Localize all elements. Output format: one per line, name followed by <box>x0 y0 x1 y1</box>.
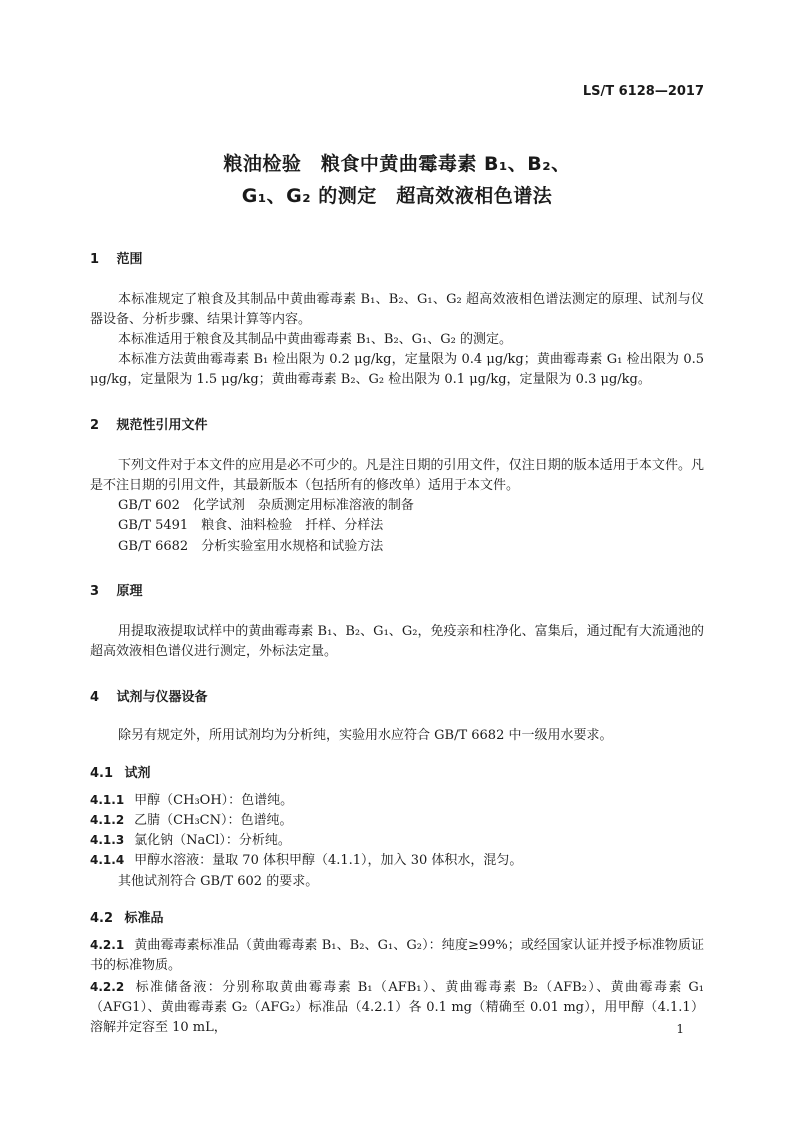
section-title: 范围 <box>116 252 143 267</box>
clause-text: 氯化钠（NaCl）：分析纯。 <box>134 833 291 848</box>
clause-number: 4.2.1 <box>90 938 125 952</box>
clause-text: 乙腈（CH₃CN）：色谱纯。 <box>134 813 293 828</box>
clause-number: 4.1.2 <box>90 813 125 827</box>
clause-number: 4.1.4 <box>90 853 125 867</box>
subsection-4-1-heading <box>90 762 151 781</box>
section-1-paragraph-3: 本标准方法黄曲霉毒素 B₁ 检出限为 0.2 μg/kg，定量限为 0.4 μg/kg；黄曲霉毒素 G₁ 检出限为 0.5 μg/kg，定量限为 1.5 μg/kg；黄曲霉毒素 B₂、G₂ 检出限为 0.1 μg/kg，定量限为 0.3 μg/kg。 <box>90 352 704 387</box>
normative-reference: GB/T 6682 分析实验室用水规格和试验方法 <box>118 539 384 554</box>
standard-code: LS/T 6128—2017 <box>582 84 704 99</box>
normative-reference: GB/T 602 化学试剂 杂质测定用标准溶液的制备 <box>118 498 414 513</box>
other-reagents-note: 其他试剂符合 GB/T 602 的要求。 <box>118 874 319 889</box>
section-number: 1 <box>90 252 100 267</box>
section-2-paragraph-1: 下列文件对于本文件的应用是必不可少的。凡是注日期的引用文件，仅注日期的版本适用于本文件。凡是不注日期的引用文件，其最新版本（包括所有的修改单）适用于本文件。 <box>90 458 704 493</box>
section-4-paragraph-1: 除另有规定外，所用试剂均为分析纯，实验用水应符合 GB/T 6682 中一级用水要求。 <box>118 728 613 743</box>
clause-4-1-1 <box>90 790 704 811</box>
title-line-2: G₁、G₂ 的测定 超高效液相色谱法 <box>241 185 553 207</box>
section-4-heading <box>90 686 208 705</box>
section-number: 2 <box>90 418 100 433</box>
clause-text: 黄曲霉毒素标准品（黄曲霉毒素 B₁、B₂、G₁、G₂）：纯度≥99%；或经国家认证并授予标准物质证书的标准物质。 <box>90 938 704 973</box>
section-1-paragraph-1: 本标准规定了粮食及其制品中黄曲霉毒素 B₁、B₂、G₁、G₂ 超高效液相色谱法测定的原理、试剂与仪器设备、分析步骤、结果计算等内容。 <box>90 292 704 327</box>
clause-text: 甲醇水溶液：量取 70 体积甲醇（4.1.1），加入 30 体积水，混匀。 <box>134 853 523 868</box>
section-2-heading <box>90 414 208 433</box>
section-3-heading <box>90 580 143 599</box>
page-number: 1 <box>676 1022 684 1036</box>
clause-4-1-2 <box>90 810 704 831</box>
section-3-paragraph-1: 用提取液提取试样中的黄曲霉毒素 B₁、B₂、G₁、G₂，免疫亲和柱净化、富集后，通过配有大流通池的超高效液相色谱仪进行测定，外标法定量。 <box>90 624 704 659</box>
section-1-heading <box>90 248 143 267</box>
section-number: 3 <box>90 584 100 599</box>
title-line-1: 粮油检验 粮食中黄曲霉毒素 B₁、B₂、 <box>223 153 571 175</box>
subsection-number: 4.1 <box>90 766 114 781</box>
subsection-number: 4.2 <box>90 911 114 926</box>
clause-4-2-2 <box>90 977 704 1038</box>
clause-text: 标准储备液：分别称取黄曲霉毒素 B₁（AFB₁）、黄曲霉毒素 B₂（AFB₂）、黄曲霉毒素 G₁（AFG1）、黄曲霉毒素 G₂（AFG₂）标准品（4.2.1）各 0.1 mg（精确至 0.01 mg），用甲醇（4.1.1）溶解并定容至 10 mL， <box>90 980 704 1035</box>
clause-number: 4.2.2 <box>90 980 125 994</box>
subsection-4-2-heading <box>90 907 164 926</box>
section-number: 4 <box>90 690 100 705</box>
clause-number: 4.1.1 <box>90 793 125 807</box>
normative-reference: GB/T 5491 粮食、油料检验 扦样、分样法 <box>118 518 384 533</box>
clause-number: 4.1.3 <box>90 833 125 847</box>
section-title: 原理 <box>116 584 143 599</box>
clause-4-2-1 <box>90 935 704 976</box>
clause-4-1-3 <box>90 830 704 851</box>
document-title <box>0 148 794 212</box>
subsection-title: 标准品 <box>124 911 164 926</box>
section-1-paragraph-2: 本标准适用于粮食及其制品中黄曲霉毒素 B₁、B₂、G₁、G₂ 的测定。 <box>118 332 512 347</box>
section-title: 试剂与仪器设备 <box>116 690 208 705</box>
clause-text: 甲醇（CH₃OH）：色谱纯。 <box>134 793 294 808</box>
section-title: 规范性引用文件 <box>116 418 208 433</box>
clause-4-1-4 <box>90 850 704 871</box>
subsection-title: 试剂 <box>124 766 151 781</box>
